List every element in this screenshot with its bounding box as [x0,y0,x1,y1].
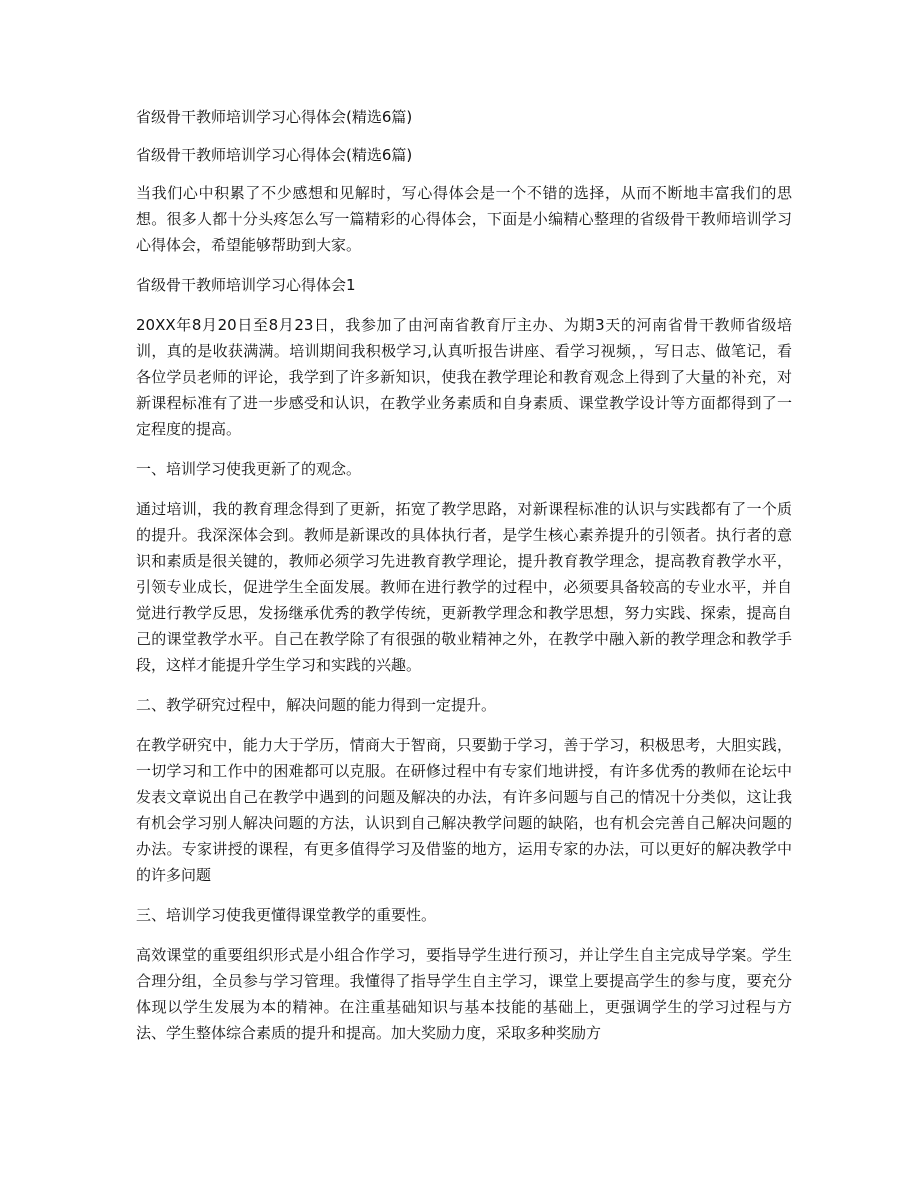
document-page [136,104,792,1060]
heading-3: 三、培训学习使我更懂得课堂教学的重要性。 [136,906,437,924]
document-title: 省级骨干教师培训学习心得体会(精选6篇) [136,108,413,126]
document-subtitle: 省级骨干教师培训学习心得体会(精选6篇) [136,146,413,164]
paragraph-4: 高效课堂的重要组织形式是小组合作学习，要指导学生进行预习，并让学生自主完成导学案。学生合理分组，全员参与学习管理。我懂得了指导学生自主学习，课堂上要提高学生的参与度，要充分体现以学生发展为本的精神。在注重基础知识与基本技能的基础上，更强调学生的学习过程与方法、学生整体综合素质的提升和提高。加大奖励力度，采取多种奖励方 [136,946,792,1042]
section-title: 省级骨干教师培训学习心得体会1 [136,276,356,294]
heading-1: 一、培训学习使我更新了的观念。 [136,460,362,478]
paragraph-3: 在教学研究中，能力大于学历，情商大于智商，只要勤于学习，善于学习，积极思考，大胆实践，一切学习和工作中的困难都可以克服。在研修过程中有专家们地讲授，有许多优秀的教师在论坛中发表文章说出自己在教学中遇到的问题及解决的办法，有许多问题与自己的情况十分类似，这让我有机会学习别人解决问题的方法，认识到自己解决教学问题的缺陷，也有机会完善自己解决问题的办法。专家讲授的课程，有更多值得学习及借鉴的地方，运用专家的办法，可以更好的解决教学中的许多问题 [136,736,792,884]
heading-2: 二、教学研究过程中，解决问题的能力得到一定提升。 [136,696,497,714]
paragraph-1: 20XX年8月20日至8月23日，我参加了由河南省教育厅主办、为期3天的河南省骨干教师省级培训，真的是收获满满。培训期间我积极学习,认真听报告讲座、看学习视频，，写日志、做笔记，看各位学员老师的评论，我学到了许多新知识，使我在教学理论和教育观念上得到了大量的补充，对新课程标准有了进一步感受和认识，在教学业务素质和自身素质、课堂教学设计等方面都得到了一定程度的提高。 [136,316,792,438]
paragraph-2: 通过培训，我的教育理念得到了更新，拓宽了教学思路，对新课程标准的认识与实践都有了一个质的提升。我深深体会到。教师是新课改的具体执行者，是学生核心素养提升的引领者。执行者的意识和素质是很关键的，教师必须学习先进教育教学理论，提升教育教学理念，提高教育教学水平，引领专业成长，促进学生全面发展。教师在进行教学的过程中，必须要具备较高的专业水平，并自觉进行教学反思，发扬继承优秀的教学传统，更新教学理念和教学思想，努力实践、探索，提高自己的课堂教学水平。自己在教学除了有很强的敬业精神之外，在教学中融入新的教学理念和教学手段，这样才能提升学生学习和实践的兴趣。 [136,500,792,674]
intro-paragraph: 当我们心中积累了不少感想和见解时，写心得体会是一个不错的选择，从而不断地丰富我们的思想。很多人都十分头疼怎么写一篇精彩的心得体会，下面是小编精心整理的省级骨干教师培训学习心得体会，希望能够帮助到大家。 [136,184,792,254]
